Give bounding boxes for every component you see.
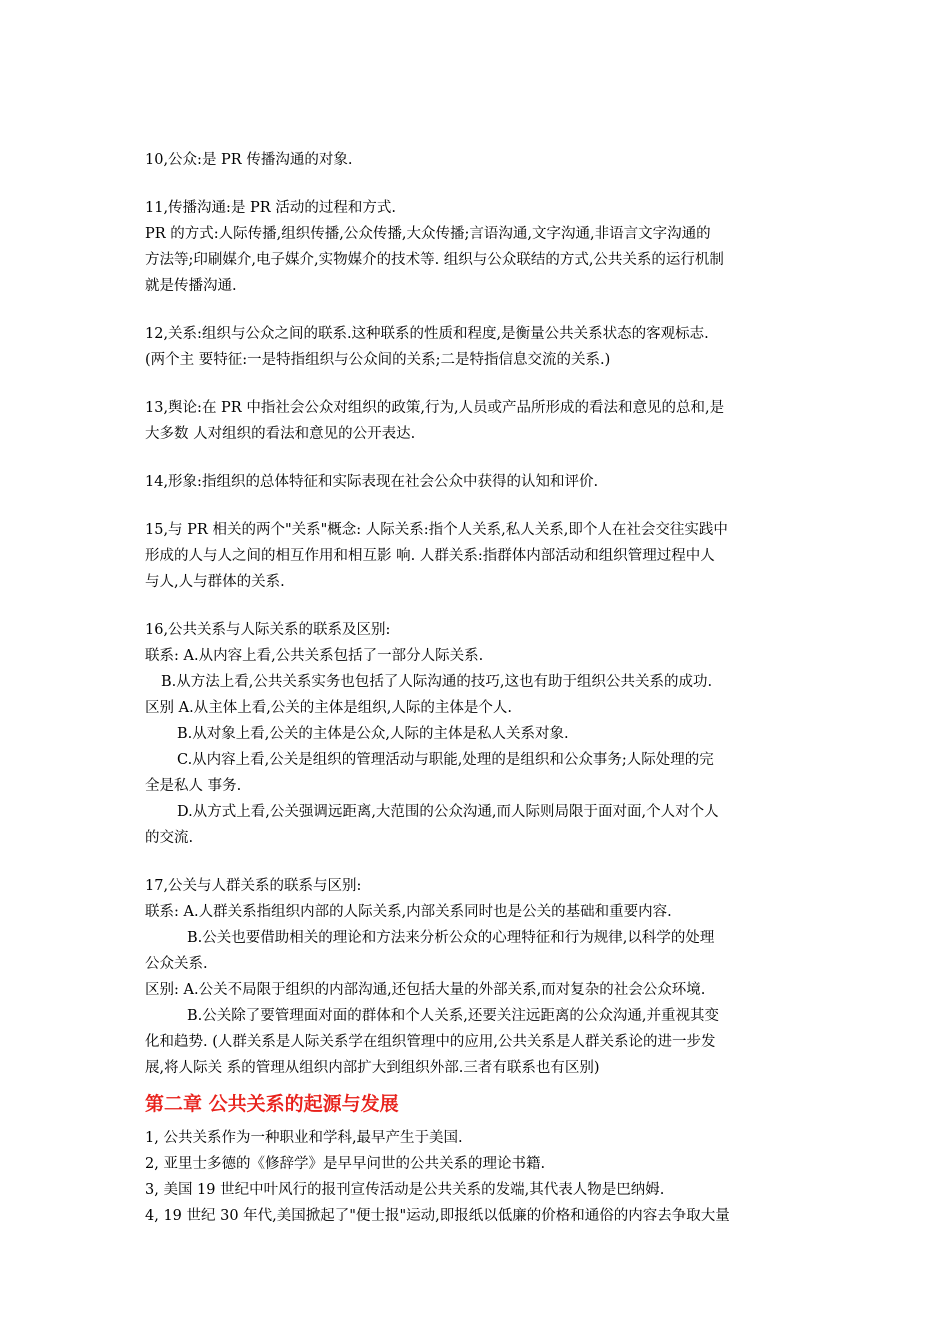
section-10 [145, 147, 809, 173]
text-line: 的交流. [145, 830, 194, 846]
text-line: 12,关系:组织与公众之间的联系.这种联系的性质和程度,是衡量公共关系状态的客观标志. [145, 326, 709, 342]
document-page [145, 147, 809, 1229]
text-line: 化和趋势. (人群关系是人际关系学在组织管理中的应用,公共关系是人群关系论的进一步发 [145, 1034, 716, 1050]
list-item: 4, 19 世纪 30 年代,美国掀起了"便士报"运动,即报纸以低廉的价格和通俗的内容去争取大量 [145, 1208, 730, 1224]
text-line: 就是传播沟通. [145, 278, 237, 294]
text-line: 形成的人与人之间的相互作用和相互影 响. 人群关系:指群体内部活动和组织管理过程中人 [145, 548, 715, 564]
text-line: B.从对象上看,公关的主体是公众,人际的主体是私人关系对象. [177, 726, 569, 742]
text-line: 展,将人际关 系的管理从组织内部扩大到组织外部.三者有联系也有区别) [145, 1060, 600, 1076]
text-line: PR 的方式:人际传播,组织传播,公众传播,大众传播;言语沟通,文字沟通,非语言文字沟通的 [145, 226, 711, 242]
text-line: (两个主 要特征:一是特指组织与公众间的关系;二是特指信息交流的关系.) [145, 352, 611, 368]
text-line: 17,公关与人群关系的联系与区别: [145, 878, 362, 894]
text-line: 联系: A.从内容上看,公共关系包括了一部分人际关系. [145, 648, 484, 664]
text-line: 13,舆论:在 PR 中指社会公众对组织的政策,行为,人员或产品所形成的看法和意见的总和,是 [145, 400, 725, 416]
list-item: 3, 美国 19 世纪中叶风行的报刊宣传活动是公共关系的发端,其代表人物是巴纳姆. [145, 1182, 665, 1198]
text-line: B.从方法上看,公共关系实务也包括了人际沟通的技巧,这也有助于组织公共关系的成功. [161, 674, 713, 690]
text-line: 区别: A.公关不局限于组织的内部沟通,还包括大量的外部关系,而对复杂的社会公众环境. [145, 982, 706, 998]
chapter-heading: 第二章 公共关系的起源与发展 [145, 1093, 399, 1115]
section-16 [145, 617, 809, 851]
section-14 [145, 469, 809, 495]
list-item: 2, 亚里士多德的《修辞学》是早早问世的公共关系的理论书籍. [145, 1156, 546, 1172]
text-line: 14,形象:指组织的总体特征和实际表现在社会公众中获得的认知和评价. [145, 474, 599, 490]
text-line: 方法等;印刷媒介,电子媒介,实物媒介的技术等. 组织与公众联结的方式,公共关系的运行机制 [145, 252, 724, 268]
text-line: 11,传播沟通:是 PR 活动的过程和方式. [145, 200, 396, 216]
text-line: 与人,人与群体的关系. [145, 574, 285, 590]
text-line: D.从方式上看,公关强调远距离,大范围的公众沟通,而人际则局限于面对面,个人对个人 [177, 804, 719, 820]
section-12 [145, 321, 809, 373]
text-line: C.从内容上看,公关是组织的管理活动与职能,处理的是组织和公众事务;人际处理的完 [177, 752, 714, 768]
text-line: 15,与 PR 相关的两个"关系"概念: 人际关系:指个人关系,私人关系,即个人在社会交往实践中 [145, 522, 728, 538]
text-line: 10,公众:是 PR 传播沟通的对象. [145, 152, 353, 168]
text-line: 区别 A.从主体上看,公关的主体是组织,人际的主体是个人. [145, 700, 513, 716]
text-line: 16,公共关系与人际关系的联系及区别: [145, 622, 391, 638]
section-15 [145, 517, 809, 595]
text-line: B.公关除了要管理面对面的群体和个人关系,还要关注远距离的公众沟通,并重视其变 [187, 1008, 719, 1024]
text-line: 公众关系. [145, 956, 208, 972]
text-line: 全是私人 事务. [145, 778, 242, 794]
section-17 [145, 873, 809, 1081]
text-line: 大多数 人对组织的看法和意见的公开表达. [145, 426, 416, 442]
section-11 [145, 195, 809, 299]
chapter-list [145, 1125, 809, 1229]
text-line: 联系: A.人群关系指组织内部的人际关系,内部关系同时也是公关的基础和重要内容. [145, 904, 672, 920]
list-item: 1, 公共关系作为一种职业和学科,最早产生于美国. [145, 1130, 463, 1146]
text-line: B.公关也要借助相关的理论和方法来分析公众的心理特征和行为规律,以科学的处理 [187, 930, 715, 946]
section-13 [145, 395, 809, 447]
